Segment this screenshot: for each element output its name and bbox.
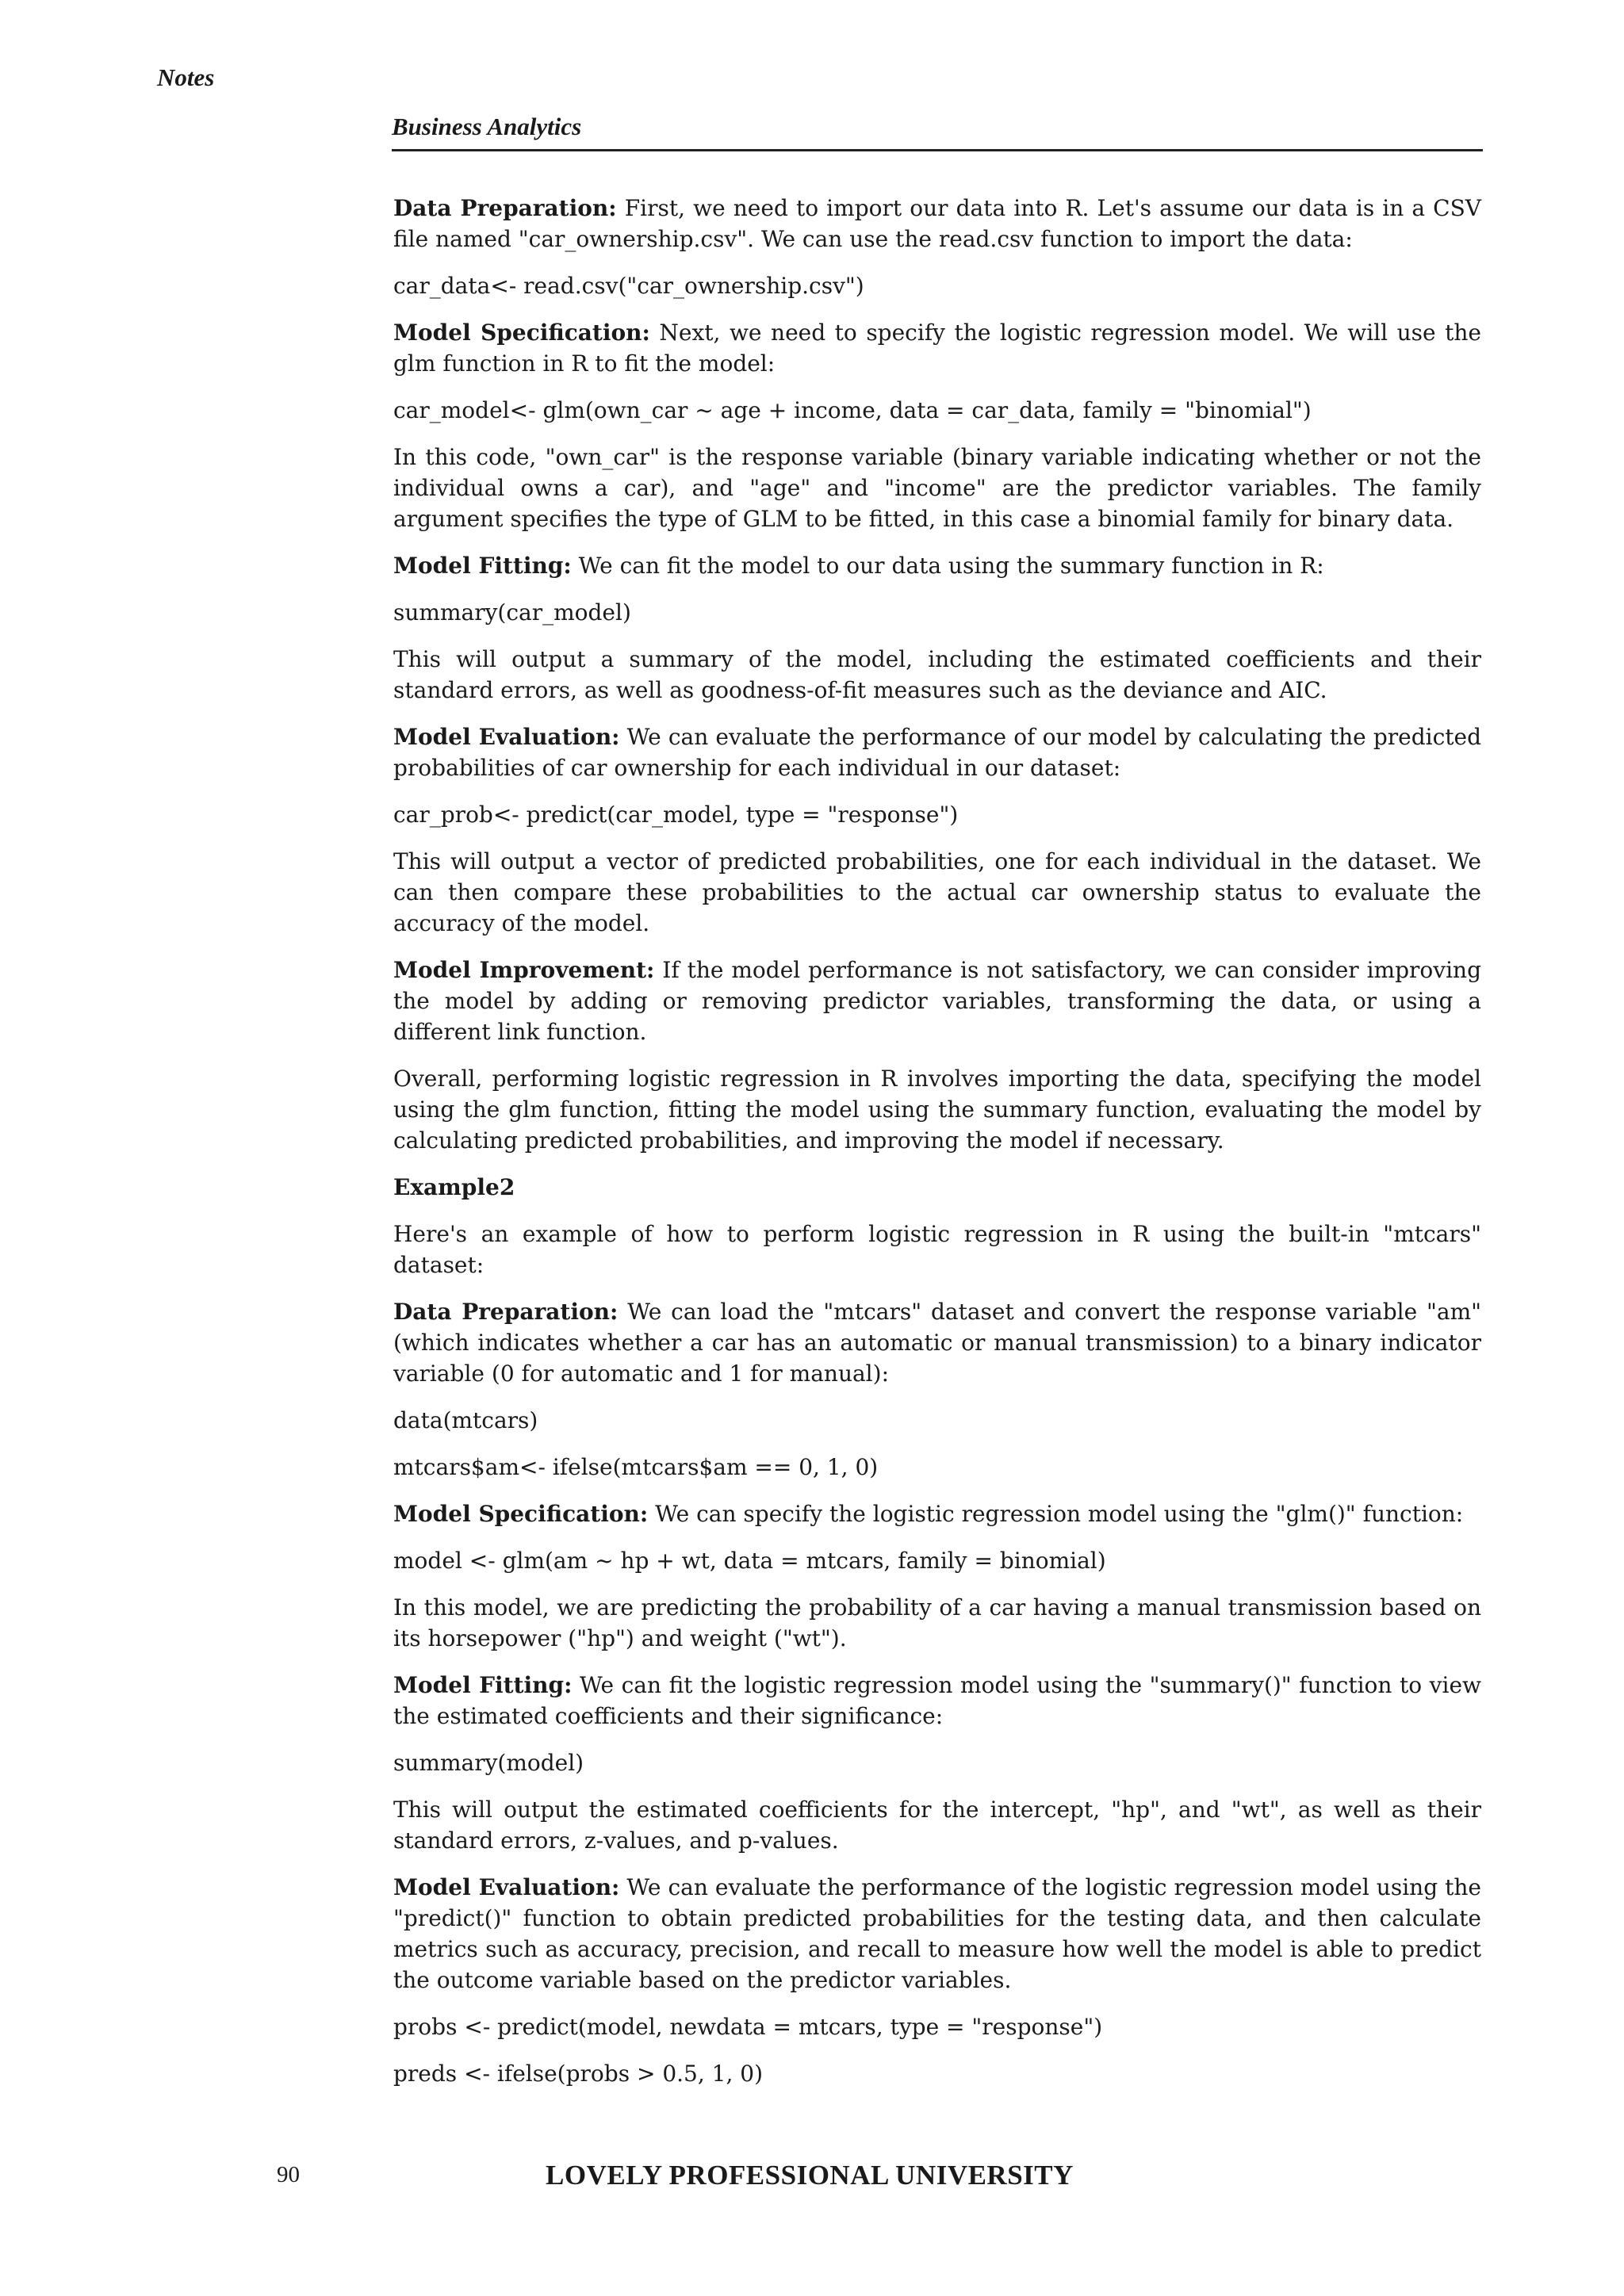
paragraph [393, 1063, 1481, 1156]
paragraph [393, 317, 1481, 379]
paragraph-label: Data Preparation: [393, 1299, 619, 1325]
code-text: car_prob<- predict(car_model, type = "response") [393, 802, 959, 828]
code-text: model <- glm(am ~ hp + wt, data = mtcars, family = binomial) [393, 1548, 1106, 1574]
paragraph-label: Model Evaluation: [393, 1874, 620, 1900]
paragraph-label: Model Improvement: [393, 957, 655, 983]
paragraph-label: Model Specification: [393, 1501, 649, 1527]
code-line [393, 1405, 1481, 1436]
paragraph-text: In this code, "own_car" is the response variable (binary variable indicating whether or not the individual owns a car), and "age" and "income" are the predictor variables. The family argument specifies the type of GLM to be fitted, in this case a binomial family for binary data. [393, 444, 1481, 532]
paragraph [393, 955, 1481, 1047]
code-line [393, 1747, 1481, 1778]
code-line [393, 1452, 1481, 1483]
paragraph-text: We can evaluate the performance of our model by calculating the predicted probabilities of car ownership for each individual in our dataset: [393, 724, 1481, 781]
paragraph-text: This will output a vector of predicted probabilities, one for each individual in the dataset. We can then compare these probabilities to the actual car ownership status to evaluate the accuracy of the model. [393, 848, 1481, 936]
paragraph-text: Here's an example of how to perform logistic regression in R using the built-in "mtcars" dataset: [393, 1221, 1481, 1278]
paragraph [393, 1670, 1481, 1732]
code-text: summary(car_model) [393, 599, 631, 626]
paragraph [393, 1219, 1481, 1280]
code-line [393, 1545, 1481, 1576]
code-text: probs <- predict(model, newdata = mtcars, type = "response") [393, 2014, 1103, 2040]
paragraph [393, 193, 1481, 254]
paragraph-label: Model Evaluation: [393, 724, 620, 750]
paragraph-label: Model Specification: [393, 320, 650, 346]
paragraph-text: We can evaluate the performance of the logistic regression model using the "predict()" function to obtain predicted probabilities for the testing data, and then calculate metrics such as accuracy, precision, and recall to measure how well the model is able to predict the outcome variable based on the predictor variables. [393, 1874, 1481, 1993]
code-line [393, 799, 1481, 830]
paragraph-text: If the model performance is not satisfactory, we can consider improving the model by adding or removing predictor variables, transforming the data, or using a different link function. [393, 957, 1481, 1045]
paragraph-text: This will output a summary of the model, including the estimated coefficients and their standard errors, as well as goodness-of-fit measures such as the deviance and AIC. [393, 646, 1481, 703]
paragraph [393, 1592, 1481, 1654]
paragraph-text: Next, we need to specify the logistic regression model. We will use the glm function in R to fit the model: [393, 320, 1481, 377]
paragraph [393, 644, 1481, 706]
paragraph-label: Model Fitting: [393, 1672, 573, 1698]
section-heading [393, 1172, 1481, 1203]
running-header [392, 113, 1483, 151]
paragraph-text: Overall, performing logistic regression in R involves importing the data, specifying the model using the glm function, fitting the model using the summary function, evaluating the model by calculating predicted probabilities, and improving the model if necessary. [393, 1066, 1481, 1154]
paragraph [393, 1296, 1481, 1389]
footer-university: LOVELY PROFESSIONAL UNIVERSITY [546, 2160, 1074, 2191]
code-line [393, 270, 1481, 301]
paragraph-text: We can load the "mtcars" dataset and convert the response variable "am" (which indicates whether a car has an automatic or manual transmission) to a binary indicator variable (0 for automatic and 1 for manual): [393, 1299, 1481, 1387]
page-number: 90 [277, 2162, 300, 2187]
code-text: preds <- ifelse(probs > 0.5, 1, 0) [393, 2061, 764, 2087]
code-text: car_model<- glm(own_car ~ age + income, data = car_data, family = "binomial") [393, 397, 1312, 423]
paragraph-label: Model Fitting: [393, 553, 572, 579]
code-line [393, 2058, 1481, 2089]
paragraph [393, 1872, 1481, 1996]
margin-note: Notes [157, 63, 215, 91]
code-line [393, 597, 1481, 628]
paragraph-text: We can fit the logistic regression model using the "summary()" function to view the estimated coefficients and their significance: [393, 1672, 1481, 1729]
paragraph-text: We can specify the logistic regression model using the "glm()" function: [648, 1501, 1464, 1527]
paragraph [393, 550, 1481, 581]
code-line [393, 2011, 1481, 2042]
code-text: data(mtcars) [393, 1407, 538, 1433]
example-heading: Example2 [393, 1174, 515, 1200]
paragraph [393, 1498, 1481, 1529]
paragraph [393, 1794, 1481, 1856]
paragraph [393, 846, 1481, 939]
code-text: mtcars$am<- ifelse(mtcars$am == 0, 1, 0) [393, 1454, 879, 1480]
code-text: car_data<- read.csv("car_ownership.csv") [393, 273, 864, 299]
paragraph-label: Data Preparation: [393, 195, 617, 221]
paragraph-text: We can fit the model to our data using the summary function in R: [571, 553, 1324, 579]
paragraph [393, 442, 1481, 534]
paragraph [393, 721, 1481, 783]
paragraph-text: First, we need to import our data into R. Let's assume our data is in a CSV file named "car_ownership.csv". We can use the read.csv function to import the data: [393, 195, 1481, 252]
body-content [393, 193, 1481, 2105]
paragraph-text: In this model, we are predicting the probability of a car having a manual transmission based on its horsepower ("hp") and weight ("wt"). [393, 1594, 1481, 1651]
header-title: Business Analytics [392, 113, 582, 140]
paragraph-text: This will output the estimated coefficients for the intercept, "hp", and "wt", as well as their standard errors, z-values, and p-values. [393, 1797, 1481, 1854]
code-line [393, 395, 1481, 426]
code-text: summary(model) [393, 1750, 584, 1776]
